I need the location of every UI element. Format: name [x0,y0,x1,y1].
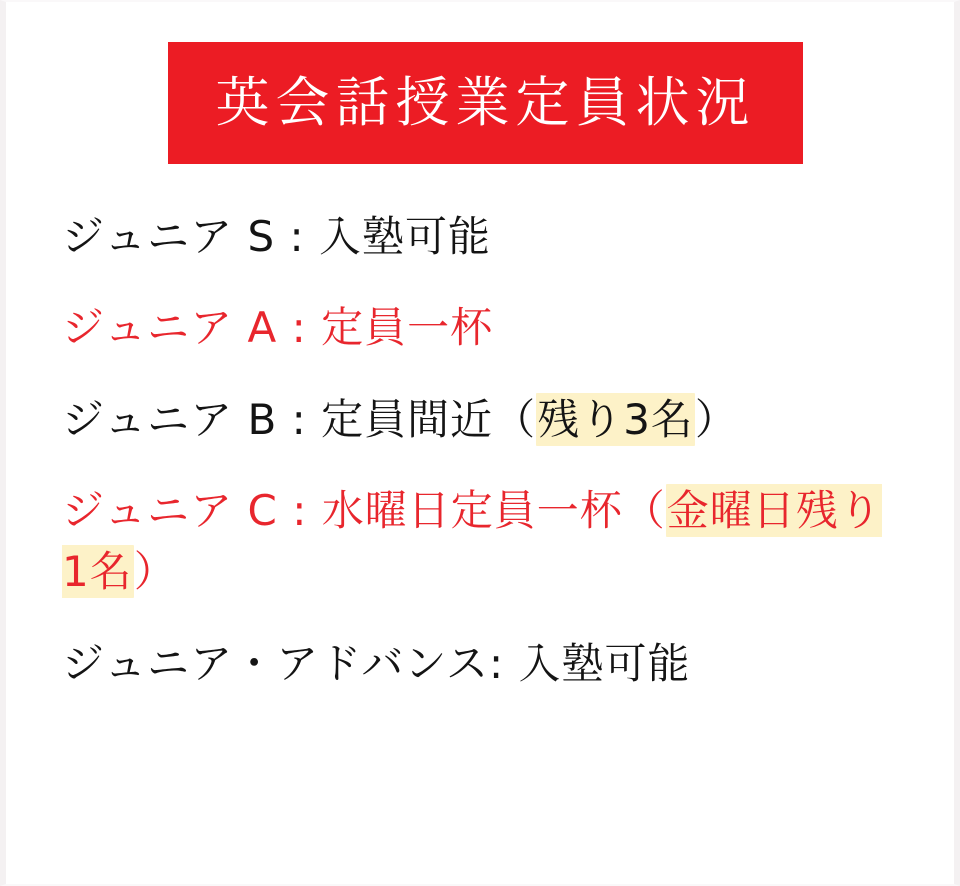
status-line [62,389,898,450]
page-title: 英会話授業定員状況 [215,71,756,134]
status-line [62,633,898,694]
highlighted-text: 金曜日残り1名 [62,485,882,597]
status-line [62,480,898,603]
highlighted-text: 残り3名 [537,394,694,444]
status-line [62,206,898,267]
status-text: ジュニア・アドバンス: 入塾可能 [62,638,691,688]
status-text: ジュニア S : 入塾可能 [62,212,492,261]
status-text: ） [133,547,177,597]
status-text: ） [694,394,738,444]
status-line [62,297,898,358]
status-text: ジュニア C : 水曜日定員一杯（ [62,485,666,535]
status-text: ジュニア A : 定員一杯 [62,303,494,353]
title-banner [168,42,803,164]
status-text: ジュニア B : 定員間近（ [62,394,537,444]
status-list [62,206,898,724]
